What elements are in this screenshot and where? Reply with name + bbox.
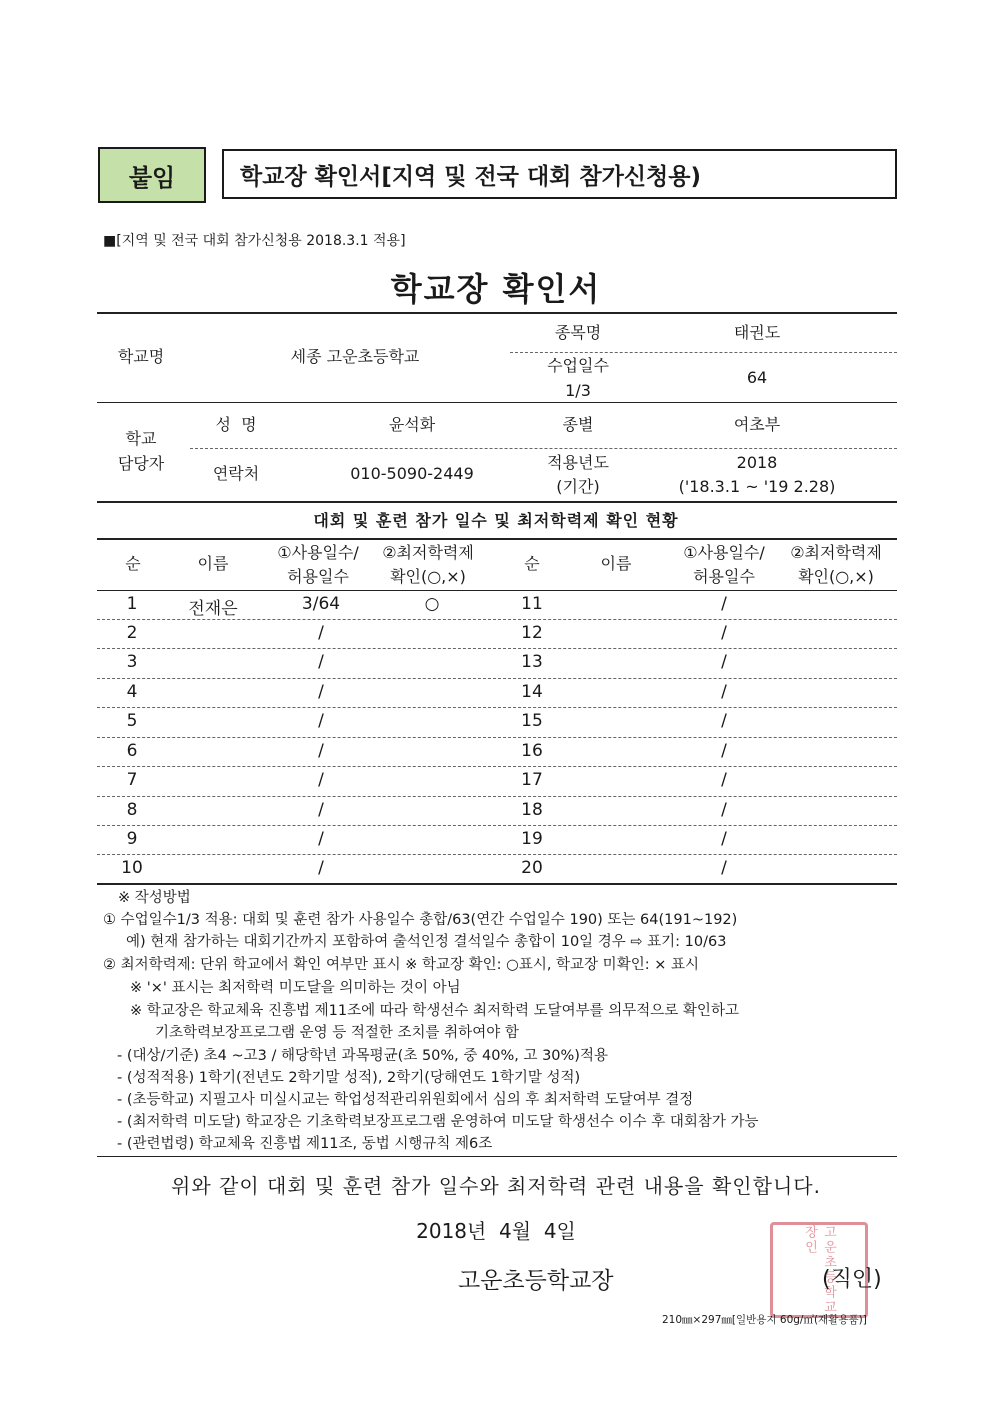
row-days: / — [721, 711, 727, 731]
notes-bottom-border — [97, 1156, 897, 1157]
row-no: 4 — [126, 682, 138, 702]
category-label: 종별 — [562, 415, 594, 434]
row-days: / — [318, 682, 324, 702]
info-bottom-border — [97, 501, 897, 503]
note-line: ② 최저학력제: 단위 학교에서 확인 여부만 표시 ※ 학교장 확인: ○표시, 학교장 미확인: × 표시 — [103, 957, 699, 973]
row-no: 11 — [521, 594, 543, 614]
school-name-value: 세종 고운초등학교 — [290, 347, 420, 366]
header-title: 학교장 확인서[지역 및 전국 대회 참가신청용) — [222, 149, 897, 199]
row-days: / — [721, 800, 727, 820]
header-name: 이름 — [197, 554, 229, 573]
row-days: / — [318, 652, 324, 672]
row-days: / — [721, 770, 727, 790]
row-no: 13 — [521, 652, 543, 672]
row-no: 8 — [126, 800, 138, 820]
row-no: 2 — [126, 623, 138, 643]
manager-label-2: 담당자 — [117, 454, 165, 473]
row-divider — [97, 678, 897, 679]
row-divider — [97, 619, 897, 620]
table-top-border — [97, 538, 897, 540]
row-no: 7 — [126, 770, 138, 790]
row-no: 19 — [521, 829, 543, 849]
row-days: / — [721, 652, 727, 672]
sport-value: 태권도 — [733, 323, 781, 342]
row-no: 10 — [121, 858, 143, 878]
row-days: / — [721, 858, 727, 878]
page-title: 학교장 확인서 — [390, 270, 602, 308]
row-no: 15 — [521, 711, 543, 731]
row-academic: ○ — [424, 594, 440, 614]
note-line: 예) 현재 참가하는 대회기간까지 포함하여 출석인정 결석일수 총합이 10일 경우 ⇨ 표기: 10/63 — [126, 934, 727, 950]
signature-date: 2018년 4월 4일 — [416, 1219, 576, 1243]
confirmation-statement: 위와 같이 대회 및 훈련 참가 일수와 최저학력 관련 내용을 확인합니다. — [171, 1174, 821, 1198]
header-academic: ②최저학력제 — [790, 543, 882, 562]
class-days-value: 64 — [746, 368, 768, 387]
year-value: 2018 — [736, 453, 778, 472]
class-days-label: 수업일수 — [547, 356, 609, 375]
info-divider — [97, 402, 897, 403]
row-no: 14 — [521, 682, 543, 702]
info-divider — [190, 448, 897, 449]
row-no: 16 — [521, 741, 543, 761]
row-no: 18 — [521, 800, 543, 820]
note-line: ※ '×' 표시는 최저학력 미도달을 의미하는 것이 아님 — [130, 980, 461, 996]
row-no: 1 — [126, 594, 138, 614]
row-days: / — [318, 741, 324, 761]
year-label: 적용년도 — [547, 453, 609, 472]
info-divider — [510, 352, 897, 353]
row-days: / — [318, 858, 324, 878]
row-divider — [97, 766, 897, 767]
contact-label: 연락처 — [212, 464, 260, 483]
note-line: - (초등학교) 지필고사 미실시교는 학업성적관리위원회에서 심의 후 최저학력 도달여부 결정 — [117, 1092, 694, 1108]
table-header-border — [97, 590, 897, 591]
row-days: / — [318, 711, 324, 731]
header-days-allowed: 허용일수 — [287, 567, 349, 586]
row-days: 3/64 — [301, 594, 341, 614]
row-days: / — [721, 623, 727, 643]
row-no: 17 — [521, 770, 543, 790]
sport-label: 종목명 — [554, 323, 602, 342]
header-days-allowed: 허용일수 — [693, 567, 755, 586]
row-name: 전재은 — [188, 599, 238, 619]
row-divider — [97, 707, 897, 708]
row-days: / — [318, 623, 324, 643]
row-divider — [97, 854, 897, 855]
note-line: - (대상/기준) 초4 ~고3 / 해당학년 과목평균(초 50%, 중 40%, 고 30%)적용 — [117, 1048, 608, 1064]
table-bottom-border — [97, 883, 897, 885]
row-days: / — [721, 682, 727, 702]
category-value: 여초부 — [733, 415, 781, 434]
row-divider — [97, 737, 897, 738]
header-no: 순 — [524, 554, 540, 573]
note-line: - (관련법령) 학교체육 진흥법 제11조, 동법 시행규칙 제6조 — [117, 1136, 493, 1152]
note-line: ※ 학교장은 학교체육 진흥법 제11조에 따라 학생선수 최저학력 도달여부를 의무적으로 확인하고 — [130, 1003, 739, 1019]
notes-heading: ※ 작성방법 — [118, 890, 191, 906]
paper-size-note: 210㎜×297㎜[일반용지 60g/㎡(재활용품)] — [662, 1314, 867, 1326]
row-days: / — [318, 770, 324, 790]
seal-mark: (직인) — [822, 1267, 882, 1292]
row-no: 9 — [126, 829, 138, 849]
header-days: ①사용일수/ — [683, 543, 765, 562]
period-value: ('18.3.1 ~ '19 2.28) — [678, 477, 836, 496]
manager-label: 학교 — [125, 429, 157, 448]
note-line: - (성적적용) 1학기(전년도 2학기말 성적), 2학기(당해연도 1학기말 성적) — [117, 1070, 581, 1086]
row-days: / — [721, 594, 727, 614]
row-days: / — [318, 829, 324, 849]
row-no: 12 — [521, 623, 543, 643]
info-top-border — [97, 312, 897, 314]
header-academic-check: 확인(○,×) — [798, 567, 874, 586]
header-no: 순 — [125, 554, 141, 573]
name-label: 성 명 — [215, 415, 257, 434]
row-days: / — [721, 829, 727, 849]
row-days: / — [721, 741, 727, 761]
note-line: 기초학력보장프로그램 운영 등 적절한 조치를 취하여야 함 — [155, 1025, 519, 1041]
note-line: ① 수업일수1/3 적용: 대회 및 훈련 참가 사용일수 총합/63(연간 수업일수 190) 또는 64(191~192) — [103, 912, 738, 928]
section-title: 대회 및 훈련 참가 일수 및 최저학력제 확인 현황 — [313, 511, 679, 530]
row-divider — [97, 648, 897, 649]
header-academic-check: 확인(○,×) — [390, 567, 466, 586]
period-label: (기간) — [556, 477, 600, 496]
attachment-tag: 붙임 — [98, 147, 206, 203]
row-no: 5 — [126, 711, 138, 731]
row-divider — [97, 825, 897, 826]
row-no: 6 — [126, 741, 138, 761]
name-value: 윤석화 — [388, 415, 436, 434]
school-name-label: 학교명 — [117, 347, 165, 366]
header-academic: ②최저학력제 — [382, 543, 474, 562]
contact-value: 010-5090-2449 — [350, 464, 474, 483]
stamp-text: 고운초등학교장인 — [802, 1225, 836, 1315]
note-line: - (최저학력 미도달) 학교장은 기초학력보장프로그램 운영하여 미도달 학생선수 이수 후 대회참가 가능 — [117, 1114, 759, 1130]
class-days-ratio-label: 1/3 — [565, 381, 591, 400]
row-days: / — [318, 800, 324, 820]
row-no: 20 — [521, 858, 543, 878]
document-note: ■[지역 및 전국 대회 참가신청용 2018.3.1 적용] — [103, 233, 406, 249]
row-divider — [97, 796, 897, 797]
principal-name: 고운초등학교장 — [458, 1268, 614, 1294]
header-days: ①사용일수/ — [277, 543, 359, 562]
row-no: 3 — [126, 652, 138, 672]
header-name: 이름 — [600, 554, 632, 573]
